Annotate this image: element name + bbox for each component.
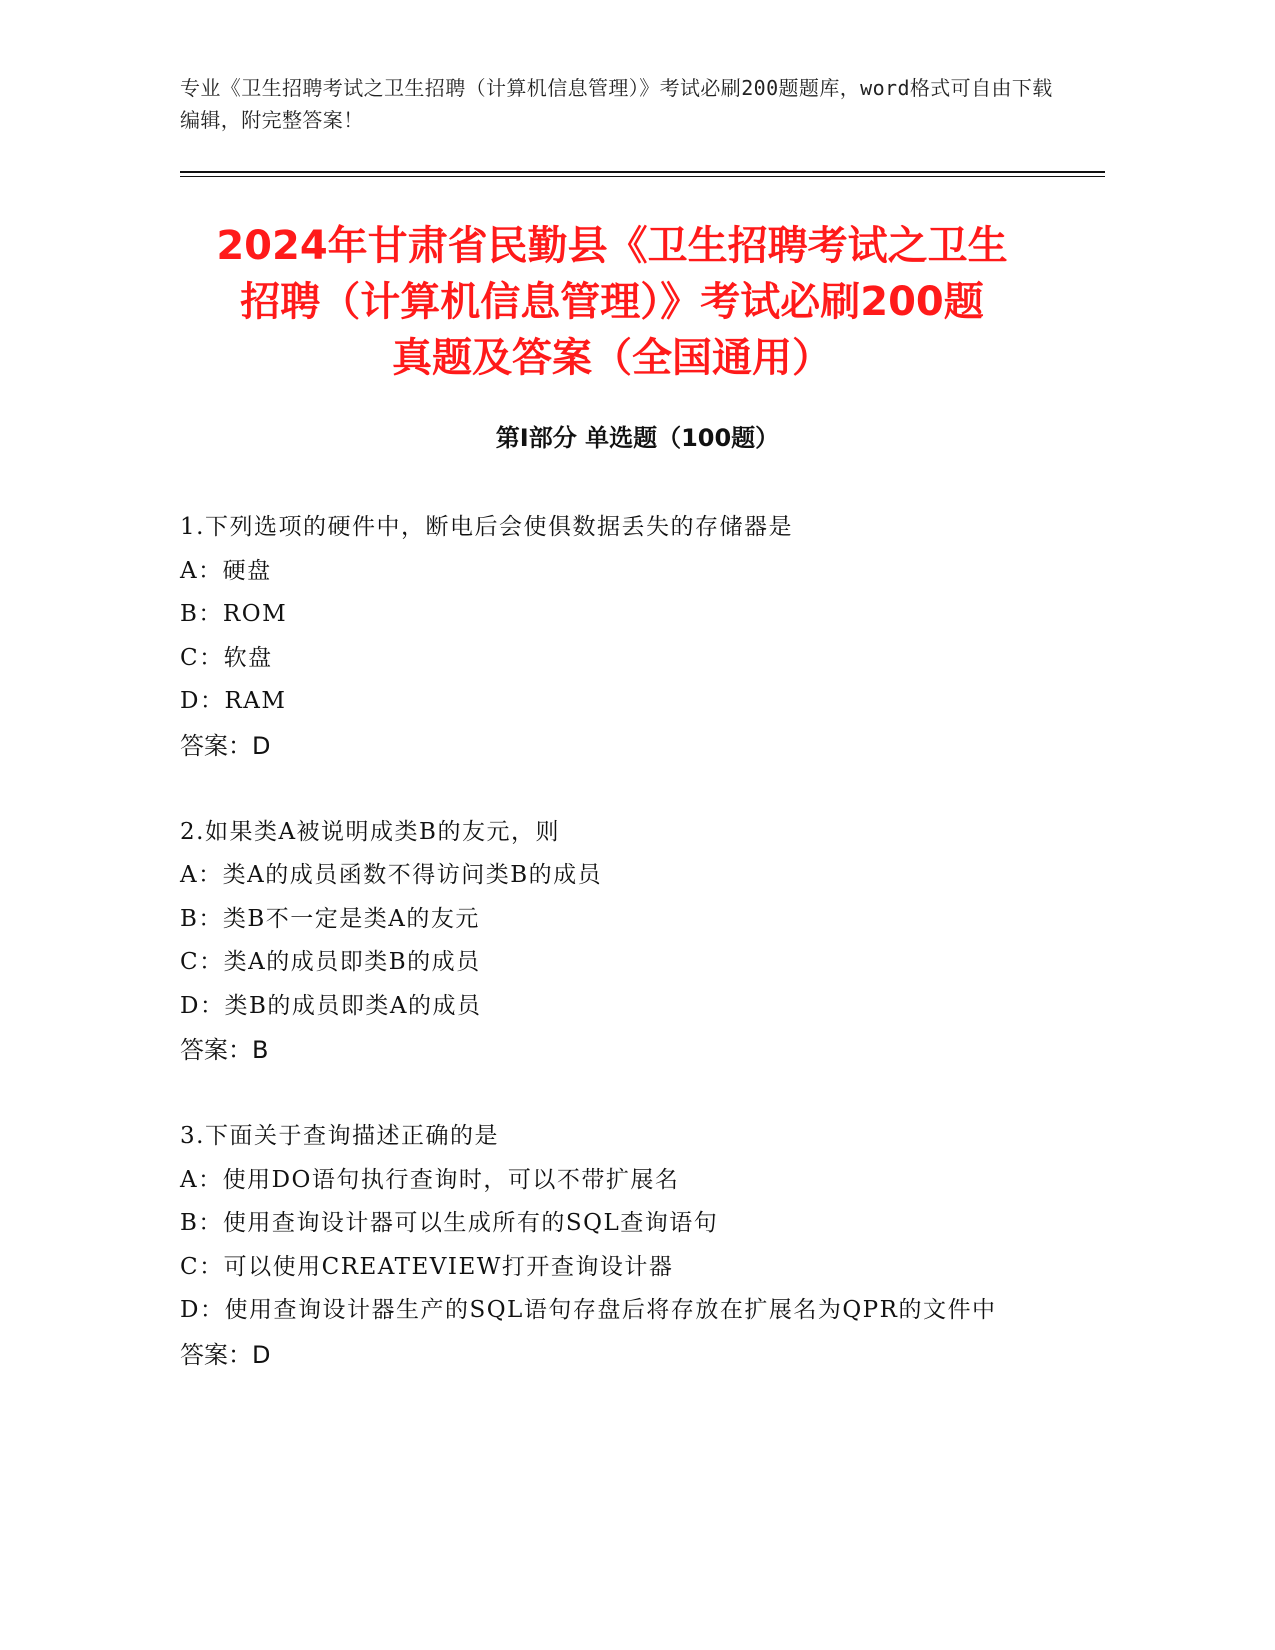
question-stem: 1.下列选项的硬件中，断电后会使俱数据丢失的存储器是 [180, 514, 793, 540]
section-heading: 第Ⅰ部分 单选题（100题） [495, 424, 780, 452]
option-a: A：硬盘 [180, 557, 272, 584]
title-line: 招聘（计算机信息管理）》考试必刷200题 [240, 279, 984, 325]
option-d: D：RAM [180, 688, 287, 714]
option-d: D：类B的成员即类A的成员 [180, 992, 482, 1019]
question-item [180, 811, 1060, 1073]
question-item [180, 1115, 1060, 1377]
answer-key: 答案：D [180, 731, 271, 760]
question-item [180, 506, 1060, 768]
document-title [180, 218, 1044, 386]
header-divider-thin [180, 176, 1105, 177]
question-stem: 3.下面关于查询描述正确的是 [180, 1123, 499, 1149]
option-c: C：软盘 [180, 644, 273, 671]
question-stem: 2.如果类A被说明成类B的友元，则 [180, 818, 560, 845]
option-d: D：使用查询设计器生产的SQL语句存盘后将存放在扩展名为QPR的文件中 [180, 1297, 997, 1323]
answer-key: 答案：B [180, 1036, 269, 1064]
option-c: C：类A的成员即类B的成员 [180, 949, 481, 975]
header-divider-thick [180, 171, 1105, 173]
option-c: C：可以使用CREATEVIEW打开查询设计器 [180, 1253, 674, 1280]
option-b: B：类B不一定是类A的友元 [180, 905, 480, 932]
question-list [180, 506, 1060, 1420]
answer-key: 答案：D [180, 1340, 271, 1369]
document-header-note: 专业《卫生招聘考试之卫生招聘（计算机信息管理）》考试必刷200题题库，word格式可自由下载编辑，附完整答案！ [180, 76, 1053, 132]
option-b: B：ROM [180, 601, 288, 627]
option-b: B：使用查询设计器可以生成所有的SQL查询语句 [180, 1210, 719, 1236]
option-a: A：使用DO语句执行查询时，可以不带扩展名 [180, 1166, 680, 1193]
title-line: 真题及答案（全国通用） [392, 335, 832, 381]
title-line: 2024年甘肃省民勤县《卫生招聘考试之卫生 [216, 223, 1008, 269]
option-a: A：类A的成员函数不得访问类B的成员 [180, 862, 603, 888]
